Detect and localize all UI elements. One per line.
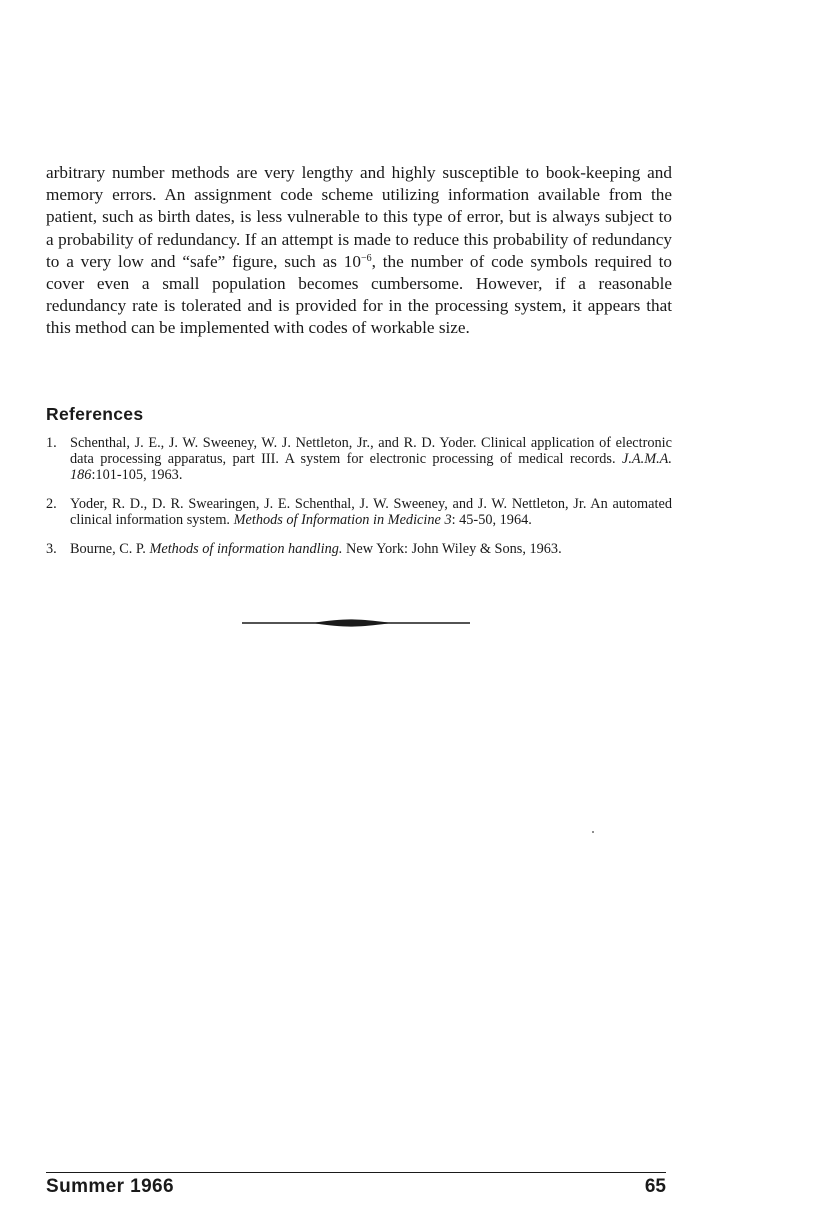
body-text-part-1: arbitrary number methods are very lengthy and highly susceptible to book-keeping and memory errors. An assignment code scheme utilizing information available from the patient, such as birth dates, is less vulnerable to this type of error, but is always subject to a probability of redundancy. If an attempt is made to reduce this probability of redundancy to a very low and “safe” figure, such as 10 xyxy=(46,163,672,271)
body-text-part-2: , the number of code symbols required to cover even a small population becomes cumbersome. However, if a reasonable redundancy rate is tolerated and is provided for in the processing system, it appears that this method can be implemented with codes of workable size. xyxy=(46,251,672,338)
reference-italic: J.A.M.A. 186 xyxy=(70,451,672,483)
section-end-ornament xyxy=(242,617,470,629)
reference-number: 1. xyxy=(46,435,57,451)
reference-pages: :101-105, 1963. xyxy=(91,467,183,483)
reference-publisher: New York: John Wiley & Sons, 1963. xyxy=(342,541,562,557)
reference-item xyxy=(46,435,672,483)
reference-item xyxy=(46,541,672,557)
footer-rule xyxy=(46,1172,666,1173)
print-speck xyxy=(592,831,594,833)
references-heading: References xyxy=(46,404,144,424)
reference-citation: Schenthal, J. E., J. W. Sweeney, W. J. Nettleton, Jr., and R. D. Yoder. Clinical application of electronic data processing apparatus, part III. A system for electronic processing of medical records. xyxy=(70,435,672,467)
reference-text xyxy=(70,435,672,483)
reference-italic: Methods of information handling. xyxy=(149,541,343,557)
reference-text xyxy=(70,541,672,557)
reference-number: 2. xyxy=(46,496,57,512)
reference-citation: Bourne, C. P. xyxy=(70,541,150,557)
reference-italic: Methods of Information in Medicine 3 xyxy=(233,512,452,528)
page-number: 65 xyxy=(644,1176,666,1197)
reference-text xyxy=(70,496,672,528)
reference-item xyxy=(46,496,672,528)
exponent-superscript: −6 xyxy=(360,252,372,264)
body-paragraph xyxy=(46,162,672,340)
reference-number: 3. xyxy=(46,541,57,557)
references-list xyxy=(46,435,672,570)
reference-pages: : 45-50, 1964. xyxy=(451,512,532,528)
reference-citation: Yoder, R. D., D. R. Swearingen, J. E. Schenthal, J. W. Sweeney, and J. W. Nettleton, Jr. An automated clinical information system. xyxy=(70,496,672,528)
footer-issue: Summer 1966 xyxy=(46,1176,174,1197)
